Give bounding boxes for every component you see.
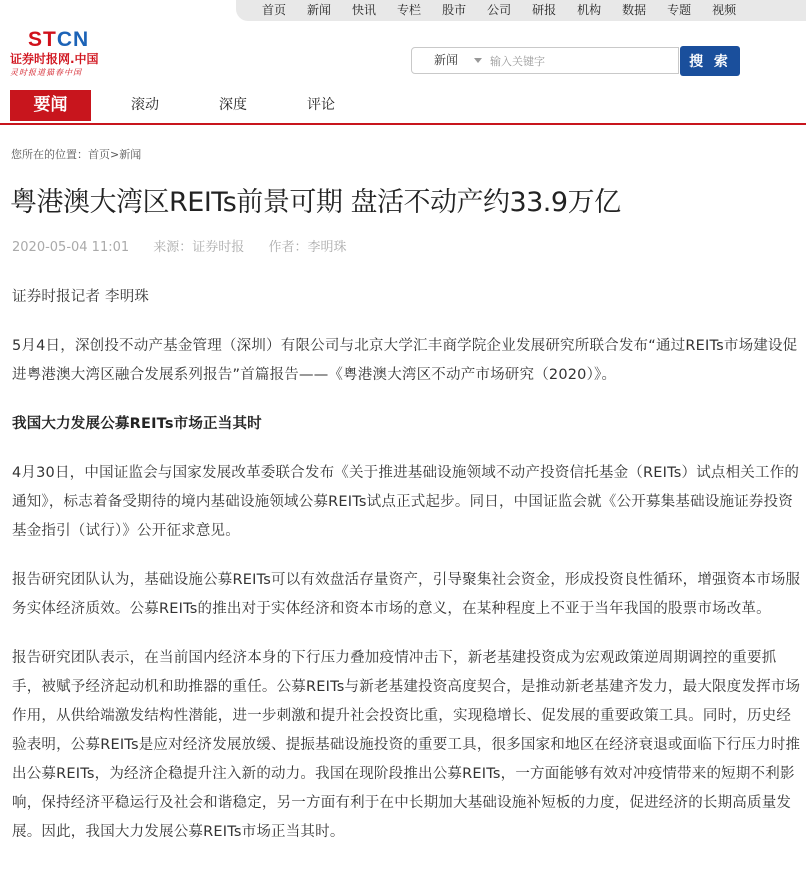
article-paragraph: 5月4日，深创投不动产基金管理（深圳）有限公司与北京大学汇丰商学院企业发展研究所联合发布“通过REITs市场建设促进粤港澳大湾区融合发展系列报告”首篇报告——《粤港澳大湾区不动产市场研究（2020）》。 <box>12 338 798 383</box>
topnav-item-column[interactable]: 专栏 <box>397 3 422 17</box>
topnav-item-research[interactable]: 研报 <box>532 3 557 17</box>
article-subheading: 我国大力发展公募REITs市场正当其时 <box>12 416 262 432</box>
article-meta <box>12 236 366 255</box>
topnav-item-institution[interactable]: 机构 <box>577 3 602 17</box>
breadcrumb-home[interactable]: 首页 <box>88 148 110 161</box>
article-paragraph: 报告研究团队表示，在当前国内经济本身的下行压力叠加疫情冲击下，新老基建投资成为宏观政策逆周期调控的重要抓手，被赋予经济起动机和助推器的重任。公募REITs与新老基建投资高度契合，是推动新老基建齐发力，最大限度发挥市场作用，从供给端激发结构性潜能，进一步刺激和提升社会投资比重，实现稳增长、促发展的重要政策工具。同时，历史经验表明，公募REITs是应对经济发展放缓、提振基础设施投资的重要工具，很多国家和地区在经济衰退或面临下行压力时推出公募REITs，为经济企稳提升注入新的动力。我国在现阶段推出公募REITs，一方面能够有效对冲疫情带来的短期不利影响，保持经济平稳运行及社会和谐稳定，另一方面有利于在中长期加大基础设施补短板的力度，促进经济的长期高质量发展。因此，我国大力发展公募REITs市场正当其时。 <box>12 650 801 840</box>
topnav-item-company[interactable]: 公司 <box>487 3 512 17</box>
logo-slogan: 灵时报道猫春中国 <box>10 68 82 77</box>
topnav-item-video[interactable]: 视频 <box>712 3 737 17</box>
topnav-item-stock[interactable]: 股市 <box>442 3 467 17</box>
topnav-item-home[interactable]: 首页 <box>262 3 287 17</box>
article-paragraph: 报告研究团队认为，基础设施公募REITs可以有效盘活存量资产，引导聚集社会资金，形成投资良性循环，增强资本市场服务实体经济质效。公募REITs的推出对于实体经济和资本市场的意义，在某种程度上不亚于当年我国的股票市场改革。 <box>12 572 801 617</box>
search-input[interactable] <box>488 51 677 72</box>
search-button[interactable]: 搜 索 <box>680 46 740 76</box>
breadcrumb-separator: > <box>110 148 120 161</box>
topnav-item-flash[interactable]: 快讯 <box>352 3 377 17</box>
topnav-item-topic[interactable]: 专题 <box>667 3 692 17</box>
logo-mark-st: ST <box>28 28 57 51</box>
breadcrumb-prefix: 您所在的位置： <box>11 148 88 161</box>
article-body <box>12 283 802 867</box>
tab-rolling[interactable]: 滚动 <box>131 97 159 113</box>
site-logo[interactable] <box>10 28 120 83</box>
top-nav <box>262 0 757 21</box>
topnav-item-news[interactable]: 新闻 <box>307 3 332 17</box>
search-box <box>411 47 679 74</box>
search-channel-select[interactable]: 新闻 <box>434 53 459 67</box>
tab-headlines[interactable]: 要闻 <box>10 90 91 121</box>
tab-commentary[interactable]: 评论 <box>307 97 335 113</box>
chevron-down-icon[interactable] <box>474 58 482 63</box>
breadcrumb-current[interactable]: 新闻 <box>119 148 142 161</box>
article-date: 2020-05-04 11:01 <box>12 240 130 255</box>
channel-nav <box>0 90 806 125</box>
logo-site-name: 证券时报网.中国 <box>10 52 99 66</box>
logo-mark-cn: CN <box>56 28 90 51</box>
logo-mark <box>28 28 89 52</box>
article-byline: 证券时报记者 李明珠 <box>12 289 150 305</box>
topnav-item-data[interactable]: 数据 <box>622 3 647 17</box>
breadcrumb <box>11 146 141 162</box>
article-paragraph: 4月30日，中国证监会与国家发展改革委联合发布《关于推进基础设施领域不动产投资信托基金（REITs）试点相关工作的通知》，标志着备受期待的境内基础设施领域公募REITs试点正式起步。同日，中国证监会就《公开募集基础设施证券投资基金指引（试行）》公开征求意见。 <box>12 465 800 539</box>
article-title: 粤港澳大湾区REITs前景可期 盘活不动产约33.9万亿 <box>10 187 621 218</box>
article-author: 作者：李明珠 <box>268 240 347 255</box>
article-source: 来源：证券时报 <box>153 240 245 255</box>
tab-depth[interactable]: 深度 <box>219 97 247 113</box>
